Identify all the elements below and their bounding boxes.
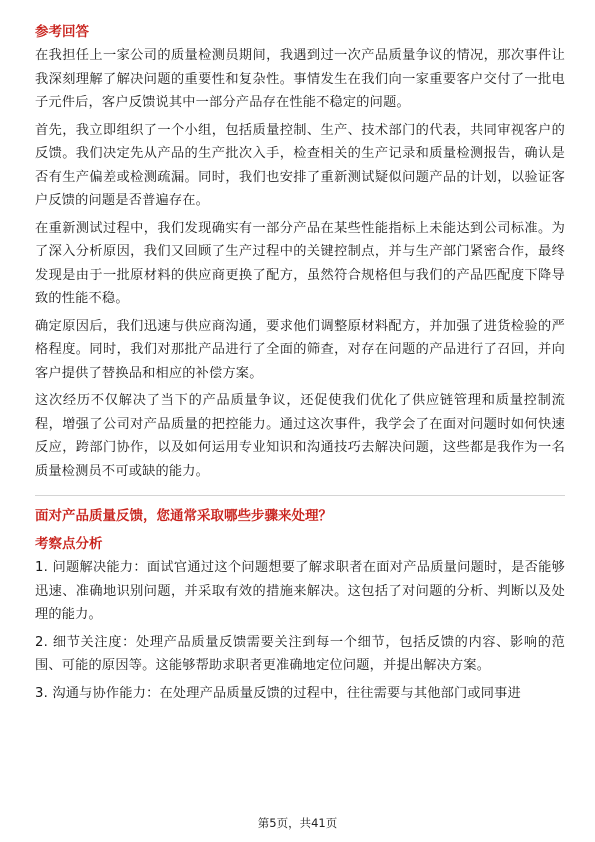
analysis-heading: 考察点分析 (35, 536, 103, 552)
answer-paragraph: 在重新测试过程中，我们发现确实有一部分产品在某些性能指标上未能达到公司标准。为了深入分析原因，我们又回顾了生产过程中的关键控制点，并与生产部门紧密合作，最终发现是由于一批原材料的供应商更换了配方，虽然符合规格但与我们的产品匹配度下降导致的性能不稳。 (35, 220, 565, 306)
answer-paragraph: 确定原因后，我们迅速与供应商沟通，要求他们调整原材料配方，并加强了进货检验的严格程度。同时，我们对那批产品进行了全面的筛查，对存在问题的产品进行了召回，并向客户提供了替换品和相应的补偿方案。 (35, 318, 565, 381)
answer-paragraph: 在我担任上一家公司的质量检测员期间，我遇到过一次产品质量争议的情况，那次事件让我深刻理解了解决问题的重要性和复杂性。事情发生在我们向一家重要客户交付了一批电子元件后，客户反馈说其中一部分产品存在性能不稳定的问题。 (35, 48, 565, 110)
answer-paragraph: 首先，我立即组织了一个小组，包括质量控制、生产、技术部门的代表，共同审视客户的反馈。我们决定先从产品的生产批次入手，检查相关的生产记录和质量检测报告，确认是否有生产偏差或检测疏漏。同时，我们也安排了重新测试疑似问题产品的计划，以验证客户反馈的问题是否普遍存在。 (35, 122, 565, 208)
page-content (35, 22, 565, 709)
page-number: 第5页，共41页 (257, 816, 338, 830)
reference-answer-heading: 参考回答 (35, 24, 89, 40)
analysis-item: 1. 问题解决能力：面试官通过这个问题想要了解求职者在面对产品质量问题时，是否能够迅速、准确地识别问题，并采取有效的措施来解决。这包括了对问题的分析、判断以及处理的能力。 (35, 560, 565, 622)
analysis-item: 3. 沟通与协作能力：在处理产品质量反馈的过程中，往往需要与其他部门或同事进 (35, 685, 521, 701)
answer-paragraph: 这次经历不仅解决了当下的产品质量争议，还促使我们优化了供应链管理和质量控制流程，增强了公司对产品质量的把控能力。通过这次事件，我学会了在面对问题时如何快速反应，跨部门协作，以及如何运用专业知识和沟通技巧去解决问题，这些都是我作为一名质量检测员不可或缺的能力。 (35, 393, 565, 479)
section-divider (35, 495, 565, 496)
analysis-item: 2. 细节关注度：处理产品质量反馈需要关注到每一个细节，包括反馈的内容、影响的范围、可能的原因等。这能够帮助求职者更准确地定位问题，并提出解决方案。 (35, 634, 565, 673)
interview-question: 面对产品质量反馈，您通常采取哪些步骤来处理？ (35, 508, 332, 524)
